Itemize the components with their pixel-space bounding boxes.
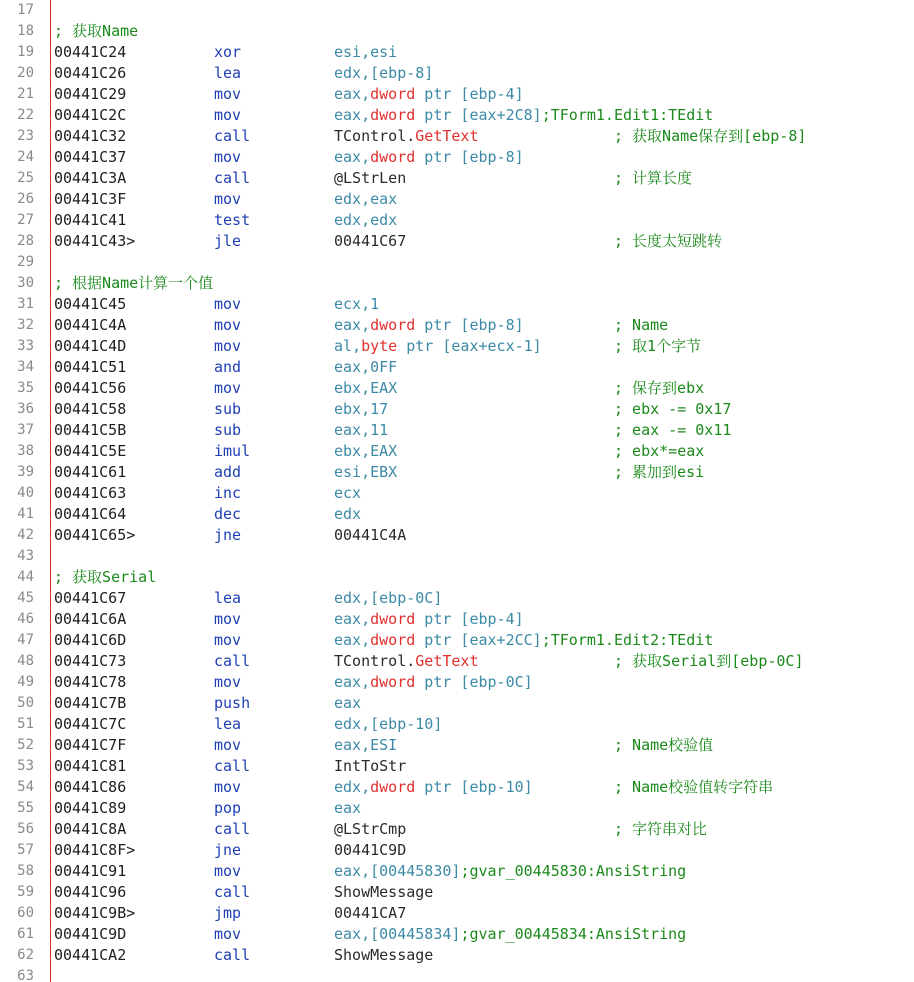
instruction-mnemonic: mov [214, 862, 242, 880]
instruction-operands [334, 189, 397, 210]
instruction-operands [334, 609, 524, 630]
instruction-mnemonic: push [214, 694, 251, 712]
instruction-operands [334, 63, 433, 84]
instruction-mnemonic: call [214, 757, 251, 775]
instruction-mnemonic: mov [214, 778, 242, 796]
operand-token: ecx,1 [334, 295, 380, 313]
instruction-address: 00441C8A [54, 820, 127, 838]
instruction-mnemonic: mov [214, 295, 242, 313]
inline-comment: ; ebx -= 0x17 [614, 400, 732, 418]
instruction-address: 00441C51 [54, 358, 127, 376]
inline-comment: ; 累加到esi [614, 463, 705, 481]
instruction-operands [334, 714, 442, 735]
code-line[interactable] [0, 105, 914, 126]
line-number: 49 [17, 674, 34, 690]
line-number: 40 [17, 485, 34, 501]
instruction-address: 00441C37 [54, 148, 127, 166]
operand-token: ptr [ebp-10] [415, 778, 533, 796]
operand-token: eax,0FF [334, 358, 398, 376]
operand-token: ;TForm1.Edit2:TEdit [541, 631, 714, 649]
instruction-mnemonic: mov [214, 190, 242, 208]
code-line[interactable] [0, 924, 914, 945]
instruction-operands [334, 441, 397, 462]
code-line[interactable] [0, 567, 914, 588]
inline-comment: ; 取1个字节 [614, 337, 702, 355]
operand-token: ShowMessage [334, 883, 434, 901]
instruction-operands [334, 504, 361, 525]
instruction-operands [334, 945, 433, 966]
operand-token: 00441C67 [334, 232, 407, 250]
instruction-address: 00441C8F> [54, 841, 136, 859]
instruction-mnemonic: call [214, 169, 251, 187]
instruction-address: 00441C89 [54, 799, 127, 817]
code-line[interactable] [0, 210, 914, 231]
operand-token: ptr [ebp-4] [415, 610, 524, 628]
line-number: 62 [17, 947, 34, 963]
operand-token: al, [334, 337, 362, 355]
line-number: 41 [17, 506, 34, 522]
instruction-mnemonic: test [214, 211, 251, 229]
instruction-operands [334, 588, 442, 609]
instruction-operands [334, 315, 524, 336]
instruction-operands [334, 777, 533, 798]
instruction-operands [334, 483, 361, 504]
operand-token: ebx,EAX [334, 379, 398, 397]
instruction-address: 00441C7C [54, 715, 127, 733]
instruction-address: 00441C96 [54, 883, 127, 901]
code-line[interactable] [0, 882, 914, 903]
line-number: 47 [17, 632, 34, 648]
line-number: 39 [17, 464, 34, 480]
instruction-mnemonic: jle [214, 232, 242, 250]
line-number: 33 [17, 338, 34, 354]
line-number: 57 [17, 842, 34, 858]
line-number: 18 [17, 23, 34, 39]
instruction-mnemonic: add [214, 463, 242, 481]
operand-token: TControl. [334, 652, 416, 670]
line-number: 27 [17, 212, 34, 228]
inline-comment: ; 字符串对比 [614, 820, 708, 838]
line-number: 23 [17, 128, 34, 144]
operand-token: eax,[00445830] [334, 862, 461, 880]
line-number: 37 [17, 422, 34, 438]
instruction-mnemonic: imul [214, 442, 251, 460]
instruction-mnemonic: mov [214, 106, 242, 124]
operand-token: ;gvar_00445834:AnsiString [460, 925, 687, 943]
code-line[interactable] [0, 273, 914, 294]
code-line[interactable] [0, 252, 914, 273]
line-number: 22 [17, 107, 34, 123]
instruction-address: 00441C81 [54, 757, 127, 775]
instruction-address: 00441C45 [54, 295, 127, 313]
operand-token: edx,[ebp-8] [334, 64, 434, 82]
operand-token: eax, [334, 673, 371, 691]
code-line[interactable] [0, 399, 914, 420]
line-number: 50 [17, 695, 34, 711]
instruction-operands [334, 42, 397, 63]
operand-token: ptr [ebp-0C] [415, 673, 533, 691]
line-number: 35 [17, 380, 34, 396]
instruction-address: 00441C64 [54, 505, 127, 523]
line-number: 53 [17, 758, 34, 774]
instruction-operands [334, 819, 406, 840]
line-number: 44 [17, 569, 34, 585]
code-line[interactable] [0, 21, 914, 42]
line-number: 38 [17, 443, 34, 459]
inline-comment: ; eax -= 0x11 [614, 421, 732, 439]
instruction-address: 00441C63 [54, 484, 127, 502]
instruction-mnemonic: jne [214, 526, 242, 544]
instruction-address: 00441C67 [54, 589, 127, 607]
instruction-operands [334, 735, 397, 756]
code-line[interactable] [0, 840, 914, 861]
instruction-address: 00441C9B> [54, 904, 136, 922]
instruction-mnemonic: mov [214, 337, 242, 355]
operand-token: ecx [334, 484, 362, 502]
instruction-address: 00441C6D [54, 631, 127, 649]
instruction-operands [334, 693, 361, 714]
instruction-operands [334, 147, 524, 168]
code-line[interactable] [0, 714, 914, 735]
operand-token: 00441CA7 [334, 904, 407, 922]
instruction-mnemonic: and [214, 358, 242, 376]
code-line[interactable] [0, 378, 914, 399]
operand-token: eax [334, 799, 362, 817]
line-number: 59 [17, 884, 34, 900]
line-number: 19 [17, 44, 34, 60]
operand-token: dword [370, 85, 416, 103]
code-line[interactable] [0, 756, 914, 777]
instruction-mnemonic: mov [214, 610, 242, 628]
operand-token: edx,edx [334, 211, 398, 229]
line-number: 31 [17, 296, 34, 312]
line-number: 36 [17, 401, 34, 417]
code-line[interactable] [0, 462, 914, 483]
code-line[interactable] [0, 63, 914, 84]
instruction-operands [334, 357, 397, 378]
line-number: 17 [17, 2, 34, 18]
instruction-address: 00441C3F [54, 190, 127, 208]
line-number: 48 [17, 653, 34, 669]
line-number: 25 [17, 170, 34, 186]
instruction-mnemonic: call [214, 652, 251, 670]
line-number: 34 [17, 359, 34, 375]
operand-token: edx,[ebp-10] [334, 715, 443, 733]
code-line[interactable] [0, 693, 914, 714]
inline-comment: ; 保存到ebx [614, 379, 705, 397]
code-line[interactable] [0, 609, 914, 630]
line-number: 54 [17, 779, 34, 795]
operand-token: 00441C4A [334, 526, 407, 544]
instruction-address: 00441C58 [54, 400, 127, 418]
code-line[interactable] [0, 168, 914, 189]
code-line[interactable] [0, 42, 914, 63]
operand-token: ptr [ebp-8] [415, 316, 524, 334]
code-line[interactable] [0, 315, 914, 336]
inline-comment: ; 长度太短跳转 [614, 232, 723, 250]
instruction-mnemonic: mov [214, 85, 242, 103]
instruction-operands [334, 924, 686, 945]
instruction-operands [334, 105, 713, 126]
instruction-mnemonic: mov [214, 925, 242, 943]
line-number: 55 [17, 800, 34, 816]
code-content [54, 567, 904, 588]
line-number: 26 [17, 191, 34, 207]
instruction-operands [334, 84, 524, 105]
line-number: 30 [17, 275, 34, 291]
instruction-mnemonic: pop [214, 799, 242, 817]
instruction-operands [334, 126, 479, 147]
instruction-address: 00441C4A [54, 316, 127, 334]
operand-token: edx,[ebp-0C] [334, 589, 443, 607]
code-line[interactable] [0, 819, 914, 840]
operand-token: TControl. [334, 127, 416, 145]
code-line[interactable] [0, 420, 914, 441]
operand-token: @LStrCmp [334, 820, 407, 838]
instruction-mnemonic: mov [214, 631, 242, 649]
operand-token: eax [334, 694, 362, 712]
code-line[interactable] [0, 630, 914, 651]
code-line[interactable] [0, 294, 914, 315]
instruction-address: 00441C24 [54, 43, 127, 61]
operand-token: dword [370, 778, 416, 796]
instruction-mnemonic: mov [214, 148, 242, 166]
code-line[interactable] [0, 651, 914, 672]
instruction-address: 00441CA2 [54, 946, 127, 964]
line-number: 60 [17, 905, 34, 921]
instruction-address: 00441C41 [54, 211, 127, 229]
operand-token: esi,EBX [334, 463, 398, 481]
code-line[interactable] [0, 798, 914, 819]
line-number: 29 [17, 254, 34, 270]
operand-token: eax, [334, 148, 371, 166]
instruction-mnemonic: jne [214, 841, 242, 859]
section-comment: ; 根据Name计算一个值 [54, 274, 214, 292]
line-number: 28 [17, 233, 34, 249]
code-content [54, 21, 904, 42]
line-number: 56 [17, 821, 34, 837]
instruction-address: 00441C3A [54, 169, 127, 187]
operand-token: ebx,EAX [334, 442, 398, 460]
inline-comment: ; Name校验值 [614, 736, 714, 754]
inline-comment: ; Name校验值转字符串 [614, 778, 774, 796]
line-number: 21 [17, 86, 34, 102]
line-number: 51 [17, 716, 34, 732]
code-line[interactable] [0, 546, 914, 567]
instruction-operands [334, 378, 397, 399]
instruction-address: 00441C32 [54, 127, 127, 145]
instruction-mnemonic: call [214, 946, 251, 964]
line-number: 58 [17, 863, 34, 879]
operand-token: edx [334, 505, 362, 523]
operand-token: eax, [334, 631, 371, 649]
instruction-address: 00441C2C [54, 106, 127, 124]
instruction-address: 00441C78 [54, 673, 127, 691]
code-line[interactable] [0, 336, 914, 357]
code-line[interactable] [0, 735, 914, 756]
operand-token: byte [361, 337, 398, 355]
operand-token: dword [370, 106, 416, 124]
operand-token: ;TForm1.Edit1:TEdit [541, 106, 714, 124]
code-line[interactable] [0, 903, 914, 924]
operand-token: esi,esi [334, 43, 398, 61]
line-number: 43 [17, 548, 34, 564]
instruction-address: 00441C6A [54, 610, 127, 628]
code-line[interactable] [0, 945, 914, 966]
instruction-address: 00441C73 [54, 652, 127, 670]
instruction-operands [334, 756, 406, 777]
instruction-operands [334, 210, 397, 231]
instruction-operands [334, 630, 713, 651]
operand-token: ebx,17 [334, 400, 389, 418]
operand-token: eax,ESI [334, 736, 398, 754]
inline-comment: ; 获取Serial到[ebp-0C] [614, 652, 804, 670]
instruction-address: 00441C65> [54, 526, 136, 544]
operand-token: ShowMessage [334, 946, 434, 964]
instruction-mnemonic: lea [214, 64, 242, 82]
code-line[interactable] [0, 504, 914, 525]
operand-token: dword [370, 148, 416, 166]
instruction-mnemonic: mov [214, 316, 242, 334]
operand-token: eax,11 [334, 421, 389, 439]
instruction-mnemonic: mov [214, 673, 242, 691]
instruction-operands [334, 882, 433, 903]
instruction-mnemonic: dec [214, 505, 242, 523]
instruction-operands [334, 651, 479, 672]
inline-comment: ; ebx*=eax [614, 442, 705, 460]
instruction-address: 00441C43> [54, 232, 136, 250]
operand-token: dword [370, 610, 416, 628]
code-content [54, 273, 904, 294]
instruction-mnemonic: jmp [214, 904, 242, 922]
instruction-mnemonic: sub [214, 421, 242, 439]
instruction-operands [334, 336, 542, 357]
code-line[interactable] [0, 483, 914, 504]
instruction-address: 00441C56 [54, 379, 127, 397]
operand-token: dword [370, 673, 416, 691]
operand-token: edx, [334, 778, 371, 796]
instruction-mnemonic: call [214, 820, 251, 838]
operand-token: ptr [eax+ecx-1] [397, 337, 542, 355]
instruction-address: 00441C7B [54, 694, 127, 712]
line-number: 32 [17, 317, 34, 333]
line-number: 63 [17, 968, 34, 982]
code-line[interactable] [0, 861, 914, 882]
code-line[interactable] [0, 525, 914, 546]
instruction-operands [334, 462, 397, 483]
instruction-address: 00441C4D [54, 337, 127, 355]
line-number: 20 [17, 65, 34, 81]
line-number: 46 [17, 611, 34, 627]
instruction-mnemonic: lea [214, 589, 242, 607]
code-line[interactable] [0, 357, 914, 378]
operand-token: IntToStr [334, 757, 407, 775]
instruction-mnemonic: call [214, 883, 251, 901]
instruction-mnemonic: call [214, 127, 251, 145]
instruction-mnemonic: mov [214, 736, 242, 754]
instruction-operands [334, 399, 388, 420]
operand-token: eax, [334, 316, 371, 334]
inline-comment: ; Name [614, 316, 669, 334]
instruction-operands [334, 903, 406, 924]
instruction-mnemonic: lea [214, 715, 242, 733]
operand-token: dword [370, 631, 416, 649]
code-line[interactable] [0, 189, 914, 210]
instruction-operands [334, 168, 406, 189]
code-line[interactable] [0, 966, 914, 982]
code-line[interactable] [0, 84, 914, 105]
operand-token: edx,eax [334, 190, 398, 208]
instruction-address: 00441C61 [54, 463, 127, 481]
section-comment: ; 获取Serial [54, 568, 157, 586]
instruction-address: 00441C7F [54, 736, 127, 754]
instruction-operands [334, 525, 406, 546]
line-number: 24 [17, 149, 34, 165]
operand-token: dword [370, 316, 416, 334]
instruction-mnemonic: mov [214, 379, 242, 397]
operand-token: eax,[00445834] [334, 925, 461, 943]
instruction-mnemonic: xor [214, 43, 242, 61]
code-line[interactable] [0, 0, 914, 21]
instruction-address: 00441C29 [54, 85, 127, 103]
operand-token: 00441C9D [334, 841, 407, 859]
instruction-address: 00441C5E [54, 442, 127, 460]
inline-comment: ; 计算长度 [614, 169, 693, 187]
operand-token: ptr [ebp-8] [415, 148, 524, 166]
code-line[interactable] [0, 777, 914, 798]
instruction-address: 00441C86 [54, 778, 127, 796]
code-line[interactable] [0, 441, 914, 462]
instruction-operands [334, 231, 406, 252]
code-line[interactable] [0, 231, 914, 252]
instruction-address: 00441C91 [54, 862, 127, 880]
line-number: 42 [17, 527, 34, 543]
operand-token: @LStrLen [334, 169, 407, 187]
instruction-operands [334, 294, 379, 315]
operand-token: eax, [334, 85, 371, 103]
operand-token: GetText [415, 127, 479, 145]
operand-token: ptr [eax+2C8] [415, 106, 542, 124]
instruction-operands [334, 798, 361, 819]
instruction-operands [334, 861, 686, 882]
operand-token: eax, [334, 106, 371, 124]
operand-token: ptr [ebp-4] [415, 85, 524, 103]
operand-token: ;gvar_00445830:AnsiString [460, 862, 687, 880]
instruction-operands [334, 420, 388, 441]
instruction-address: 00441C5B [54, 421, 127, 439]
code-line[interactable] [0, 126, 914, 147]
instruction-address: 00441C26 [54, 64, 127, 82]
line-number: 45 [17, 590, 34, 606]
inline-comment: ; 获取Name保存到[ebp-8] [614, 127, 807, 145]
operand-token: eax, [334, 610, 371, 628]
line-number: 52 [17, 737, 34, 753]
code-line[interactable] [0, 588, 914, 609]
instruction-mnemonic: sub [214, 400, 242, 418]
instruction-address: 00441C9D [54, 925, 127, 943]
operand-token: GetText [415, 652, 479, 670]
operand-token: ptr [eax+2CC] [415, 631, 542, 649]
code-line[interactable] [0, 147, 914, 168]
instruction-operands [334, 840, 406, 861]
instruction-mnemonic: inc [214, 484, 242, 502]
line-number: 61 [17, 926, 34, 942]
code-line[interactable] [0, 672, 914, 693]
instruction-operands [334, 672, 533, 693]
section-comment: ; 获取Name [54, 22, 139, 40]
